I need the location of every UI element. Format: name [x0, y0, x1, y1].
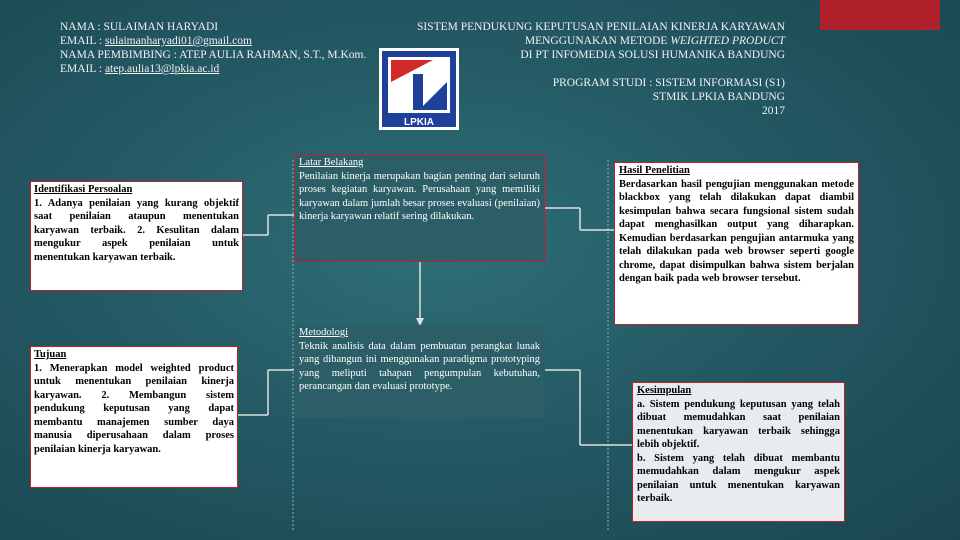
section-title: Latar Belakang	[299, 157, 364, 168]
section-hasil-penelitian	[614, 162, 859, 325]
title-line-2b: WEIGHTED PRODUCT	[670, 35, 785, 47]
section-metodologi	[294, 325, 545, 418]
title-line-1: SISTEM PENDUKUNG KEPUTUSAN PENILAIAN KINERJA KARYAWAN	[416, 21, 785, 33]
advisor-email-link[interactable]: atep.aulia13@lpkia.ac.id	[104, 63, 220, 75]
section-title: Hasil Penelitian	[619, 165, 690, 176]
program-line: PROGRAM STUDI : SISTEM INFORMASI (S1)	[552, 77, 785, 89]
section-kesimpulan	[632, 382, 845, 522]
email2-label: EMAIL :	[60, 63, 105, 75]
logo-text: LPKIA	[404, 117, 434, 128]
year-line: 2017	[762, 105, 785, 117]
section-title: Kesimpulan	[637, 385, 692, 396]
section-body: 1. Menerapkan model weighted product untuk menentukan penilaian kinerja karyawan. 2. Membangun sistem pendukung keputusan yang dapat membantu manajemen sumber daya manusia diperusahaan dalam proses penilaian kinerja karyawan.	[34, 362, 234, 455]
section-title: Metodologi	[299, 327, 348, 338]
section-body-b: b. Sistem yang telah dibuat membantu memudahkan dalam mengukur aspek penilaian untuk menentukan karyawan terbaik.	[637, 452, 840, 504]
title-line-3: DI PT INFOMEDIA SOLUSI HUMANIKA BANDUNG	[520, 49, 785, 61]
section-title: Tujuan	[34, 349, 67, 360]
title-line-2a: MENGGUNAKAN METODE	[524, 35, 671, 47]
advisor-name: NAMA PEMBIMBING : ATEP AULIA RAHMAN, S.T., M.Kom.	[60, 49, 367, 61]
section-title: Identifikasi Persoalan	[34, 184, 133, 195]
author-email-link[interactable]: sulaimanharyadi01@gmail.com	[104, 35, 252, 47]
section-body: Berdasarkan hasil pengujian menggunakan metode blackbox yang telah dilakukan dapat diambil kesimpulan bahwa secara fungsional sistem sudah dapat menghasilkan output yang diharapkan. Kemudian berdasarkan pengujian antarmuka yang telah dilakukan pada web browser seperti google chrome, dapat disimpulkan bahwa sistem berjalan dengan baik pada web browser tersebut.	[619, 178, 854, 284]
section-tujuan	[30, 346, 238, 488]
institution-line: STMIK LPKIA BANDUNG	[652, 91, 785, 103]
section-body: 1. Adanya penilaian yang kurang objektif saat penilaian ataupun menentukan karyawan terbaik. 2. Kesulitan dalam mengukur aspek penilaian untuk menentukan karyawan terbaik.	[34, 197, 239, 263]
section-body: Teknik analisis data dalam pembuatan perangkat lunak yang dibangun ini menggunakan paradigma prototyping yang meliputi tahapan pengumpulan kebutuhan, perancangan dan evaluasi prototype.	[299, 340, 540, 392]
email-label: EMAIL :	[60, 35, 105, 47]
section-body-a: a. Sistem pendukung keputusan yang telah dibuat memudahkan saat penilaian menentukan karyawan terbaik sehingga lebih objektif.	[637, 398, 840, 450]
author-name: NAMA : SULAIMAN HARYADI	[60, 21, 219, 33]
section-latar-belakang	[294, 155, 545, 262]
section-body: Penilaian kinerja merupakan bagian penting dari seluruh proses kegiatan karyawan. Perusahaan yang memiliki karyawan dalam jumlah besar proses evaluasi (penilaian) kinerja karyawan relatif sering dilakukan.	[299, 170, 540, 222]
section-identifikasi	[30, 181, 243, 291]
